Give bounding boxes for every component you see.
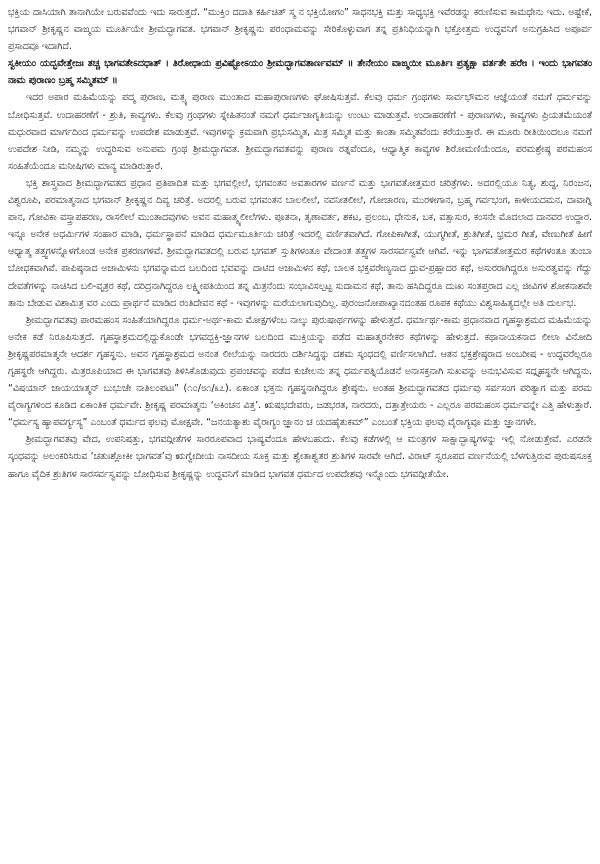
sanskrit-verse: ಸ್ವಕೀಯಂ ಯದ್ಭವೇತ್ತೇಜಃ ತಚ್ಚ ಭಾಗವತೇಽದಧಾತ್ । ತಿರೋಧಾಯ ಪ್ರವಿಷ್ಟೋಽಯಂ ಶ್ರೀಮದ್ಭಾಗವತಾರ್ಣವಮ್ ॥ ತೇನೇಯಂ ವಾಙ್ಮಯೀ ಮೂರ್ತಿಃ ಪ್ರತ್ಯಕ್ಷಾ ವರ್ತತೇ ಹರೇಃ । ಇಂದು ಭಾಗವತಂ ನಾಮ ಪುರಾಣಂ ಬ್ರಹ್ಮ ಸಮ್ಮಿತಮ್ ॥ [8, 58, 592, 87]
paragraph-glory: ಇದರ ಅಪಾರ ಮಹಿಮೆಯನ್ನು ಪದ್ಮ ಪುರಾಣ, ಮತ್ಸ್ಯ ಪುರಾಣ ಮುಂತಾದ ಮಹಾಪುರಾಣಗಳು ಘೋಷಿಸುತ್ತವೆ. ಕೆಲವು ಧರ್ಮ ಗ್ರಂಥಗಳು ಸಾರ್ವಭೌಮನ ಆಜ್ಞೆಯಂತೆ ನಮಗೆ ಧರ್ಮವನ್ನು ಬೋಧಿಸುತ್ತವೆ. ಉದಾಹರಣೆಗೆ - ಶ್ರುತಿ, ಕಾವ್ಯಗಳು. ಕೆಲವು ಗ್ರಂಥಗಳು ಸ್ನೇಹಿತನಂತೆ ನಮಗೆ ಧರ್ಮಜಾಗೃತಿಯನ್ನು ಉಂಟು ಮಾಡುತ್ತವೆ. ಉದಾಹರಣೆಗೆ - ಪುರಾಣಗಳು, ಕಾವ್ಯಗಳು ಪ್ರಿಯತಮೆಯಂತೆ ಮಧುರವಾದ ಮಾರ್ಗದಿಂದ ಧರ್ಮವನ್ನು ಉಪದೇಶ ಮಾಡುತ್ತವೆ. ಇವುಗಳನ್ನು ಕ್ರಮವಾಗಿ ಪ್ರಭುಸಮ್ಮಿತ, ಮಿತ್ರ ಸಮ್ಮಿತ ಮತ್ತು ಕಾಂತಾ ಸಮ್ಮಿತವೆಂದು ಕರೆಯುತ್ತಾರೆ. ಈ ಮೂರು ರೀತಿಯಿಂದಲೂ ನಮಗೆ ಉಪದೇಶ ನೀಡಿ, ನಮ್ಮನ್ನು ಉದ್ಧರಿಸುವ ಅನುಪಮ ಗ್ರಂಥ ಶ್ರೀಮದ್ಭಾಗವತ. ಶ್ರೀಮದ್ಭಾಗವತವನ್ನು ಪುರಾಣ ರತ್ನವೆಂದೂ, ಆಧ್ಯಾತ್ಮಿಕ ಕಾವ್ಯಗಳ ಶಿರೋಮಣಿಯೆಂದೂ, ಪರಮಶ್ರೇಷ್ಠ ಪರಮಹಂಸ ಸಂಹಿತೆಯೆಂದೂ ಮನೀಷಿಗಳು ಮಾನ್ಯ ಮಾಡಿರುತ್ತಾರೆ. [8, 92, 592, 172]
paragraph-devotion: ಭಕ್ತಿ ಶಾಸ್ತ್ರವಾದ ಶ್ರೀಮದ್ಭಾಗವತದ ಪ್ರಧಾನ ಪ್ರತಿಪಾದಿತ ಮತ್ತು ಭಗವಲ್ಲೀಲೆ, ಭಗವಂತನ ಅವತಾರಗಳ ವರ್ಣನೆ ಮತ್ತು ಭಾಗವತೋತ್ತಮರ ಚರಿತ್ರೆಗಳು. ಅದರಲ್ಲಿಯೂ ನಿತ್ಯ, ಶುದ್ಧ, ನಿರಂಜನ, ವಿಶ್ವರೂಪಿ, ಪರಮಾತ್ಮನಾದ ಭಗವಾನ್ ಶ್ರೀಕೃಷ್ಣನ ದಿವ್ಯ ಚರಿತ್ರೆ. ಅದರಲ್ಲಿ ಬರುವ ಭಗವಂತನ ಬಾಲಲೀಲೆ, ನವನೀತಲೀಲೆ, ಗೋಚಾರಣ, ಮುರಳೀಗಾನ, ಬ್ರಹ್ಮ ಗರ್ವಭಂಗ, ಕಾಳೀಯದಮನ, ದಾವಾಗ್ನಿ ಪಾನ, ಗೋವಿಕಾ ವಸ್ತ್ರಾಪಹರಣ, ರಾಸಲೀಲೆ ಮುಂತಾದವುಗಳು ಅವನ ಮಹಾತ್ಮ್ಯಲೀಲೆಗಳು. ಪೂತನಾ, ತೃಣಾವರ್ತ, ಶಕಟ, ಪ್ರಲಂಬ, ಧೇನುಕ, ಬಕ, ವತ್ಸಾಸುರ, ಕಂಸನೇ ಮೊದಲಾದ ದಾನವರ ಉದ್ಧಾರ. ಇನ್ನೂ ಅನೇಕ ಅಧರ್ಮಿಗಳ ಸಂಹಾರ ಮಾಡಿ, ಧರ್ಮಸ್ಥಾಪನೆ ಮಾಡಿದ ಧರ್ಮಮೂರ್ತಿಯ ಚರಿತ್ರೆ ಇದರಲ್ಲಿ ವರ್ಣಿತವಾಗಿದೆ. ಗೋಪಿಕಾಗೀತೆ, ಯುಗ್ಮಗೀತೆ, ಶ್ರುತಿಗೀತೆ, ಭ್ರಮರ ಗೀತೆ, ವೇಣುಗೀತೆ ಹೀಗೆ ಆಧ್ಯಾತ್ಮ ತತ್ತ್ವಗಳನ್ನೊಳಗೊಂಡ ಅನೇಕ ಪ್ರಕರಣಗಳಿವೆ. ಶ್ರೀಮದ್ಭಾಗವತದಲ್ಲಿ ಬರುವ ಭಗವತ್ ಸ್ತುತಿಗಳಂತೂ ವೇದಾಂತ ತತ್ತ್ವಗಳ ಸಾರಸರ್ವಸ್ವವೇ ಆಗಿವೆ. ಇನ್ನು ಭಾಗವತೋತ್ತಮರ ಕಥೆಗಳಂತೂ ತುಂಬಾ ಬೋಧಕವಾಗಿವೆ. ಪಾಪಿಷ್ಠನಾದ ಅಜಾಮಿಳನು ಭಗವನ್ನಾಮದ ಬಲದಿಂದ ಭವವನ್ನು ದಾಟಿದ ಅಜಾಮಿಳನ ಕಥೆ, ಬಾಲಕ ಭಕ್ತವರೇಣ್ಯನಾದ ಧ್ರುವ-ಪ್ರಹ್ಲಾದರ ಕಥೆ, ಅಸುರರಾಗಿದ್ದರೂ ಅಸುರತ್ವವನ್ನು ಗೆದ್ದು ದೇವತೆಗಳನ್ನು ನಾಚಿಸಿದ ಬಲಿ-ವೃತ್ರರ ಕಥೆ, ದರಿದ್ರನಾಗಿದ್ದರೂ ಲಕ್ಷ್ಮೀಪತಿಯಿಂದ ತನ್ನ ಮಿತ್ರನೆಂದು ಸಂಭಾವಿಸಲ್ಪಟ್ಟ ಸುದಾಮನ ಕಥೆ, ತಾನು ಹಸಿದಿದ್ದರೂ ದುಃಖ ಸಂತಪ್ತರಾದ ಎಲ್ಲ ಜೀವಿಗಳ ಶೋಕನಾಶವೇ ತಾನು ಬೇಡುವ ವಿಶಾಮಿತ್ರ ವರ ಎಂದು ಪ್ರಾರ್ಥನೆ ಮಾಡಿದ ರಂತಿದೇವನ ಕಥೆ - ಇವುಗಳನ್ನು ಮರೆಯಲಾಗುವುದಿಲ್ಲ. ಪುರಂಜನೋಪಾಖ್ಯಾನದಂತಹ ರೂಪಕ ಕಥೆಯು ವಿಶ್ವಸಾಹಿತ್ಯದಲ್ಲೇ ಅತಿ ದುರ್ಲಭ. [8, 177, 592, 309]
paragraph-vedas: ಶ್ರೀಮದ್ಭಾಗವತವು ವೇದ, ಉಪನಿಷತ್ತು, ಭಗವದ್ಗೀತೆಗಳ ಸಾರರೂಪವಾದ ಭಾಷ್ಯವೆಂದೂ ಹೇಳಬಹುದು. ಕೆಲವು ಕಡೆಗಳಲ್ಲಿ ಆ ಮಂತ್ರಗಳ ಸಾಕ್ಷಾದ್ಭಾಷ್ಯಗಳನ್ನು ಇಲ್ಲಿ ನೋಡುತ್ತೇವೆ. ಎರಡನೇ ಸ್ಕಂಧವನ್ನು ಅಲಂಕರಿಸಿರುವ ‘ಚತುಃಶ್ಲೋಕೀ ಭಾಗವತ’ವು ಋಗ್ವೇದೀಯ ನಾಸದೀಯ ಸೂಕ್ತ ಮತ್ತು ಶ್ವೇತಾಶ್ವತರ ಶ್ರುತಿಗಳ ಸಾರವೇ ಆಗಿದೆ. ವಿರಾಟ್ ಸ್ವರೂಪದ ವರ್ಣನೆಯಲ್ಲಿ ಬೆಳಗುತ್ತಿರುವ ಪುರುಷಸೂಕ್ತ ಹಾಗೂ ವೈದಿಕ ಶ್ರುತಿಗಳ ಸಾರಸರ್ವಸ್ವವನ್ನು ಬೋಧಿಸುವ ಶ್ರೀಕೃಷ್ಣನ್ನು ಉದ್ಧವನಿಗೆ ಮಾಡಿದ ಭಾಗವತ ಧರ್ಮದ ಉಪದೇಶವು ಇನ್ನೊಂದು ಭಗವದ್ಗೀತೆಯೇ. [8, 434, 592, 480]
paragraph-purusharthas: ಶ್ರೀಮದ್ಭಾಗವತವು ಪಾರಮಹಂಸ ಸಂಹಿತೆಯಾಗಿದ್ದರೂ ಧರ್ಮ-ಅರ್ಥ-ಕಾಮ ಮೋಕ್ಷಗಳೆಂಬ ನಾಲ್ಕು ಪುರುಷಾರ್ಥಗಳನ್ನು ಹೇಳುತ್ತದೆ. ಧರ್ಮಾರ್ಥ-ಕಾಮ ಪ್ರಧಾನವಾದ ಗೃಹಸ್ಥಾಶ್ರಮದ ಮಹಿಮೆಯನ್ನು ಅನೇಕ ಕಡೆ ನಿರೂಪಿಸುತ್ತದೆ. ಗೃಹಸ್ಥಾಶ್ರಮದಲ್ಲಿದ್ದುಕೊಂಡೇ ಭಗವದ್ಭಕ್ತಿ-ಜ್ಞಾನಗಳ ಬಲದಿಂದ ಮುಕ್ತಿಯನ್ನು ಪಡೆದ ಮಹಾತ್ಮರನೇಕರ ಕಥೆಗಳನ್ನು ಹೇಳುತ್ತದೆ. ಕಥಾನಾಯಕನಾದ ಲೀಲಾ ವಿನೋದಿ ಶ್ರೀಕೃಷ್ಣಪರಮಾತ್ಮನೇ ಆದರ್ಶ ಗೃಹಸ್ಥನು. ಅವನ ಗೃಹಸ್ಥಾಶ್ರಮದ ಅನಂತ ಲೀಲೆಯನ್ನು ನಾರದರು ದರ್ಶಿಸಿದ್ದನ್ನು ದಶಮ ಸ್ಕಂಧದಲ್ಲಿ ವರ್ಣಿಸಲಾಗಿದೆ. ಆತನ ಭಕ್ತಶ್ರೇಷ್ಠರಾದ ಅಂಬರೀಷ - ಉದ್ಧವರೆಲ್ಲರೂ ಗೃಹಸ್ಥರೇ ಆಗಿದ್ದರು. ಮಿತ್ರರೂಪಿಯಾದ ಈ ಭಾಗವತವು ತಿಳಿಸಿಕೊಡುವುದು ಪ್ರಪಂಚವನ್ನು ಪಡೆದ ಕುಚೇಲನು ತನ್ನ ಧರ್ಮಪತ್ನಿಯೊಡನೆ ಅನಾಸಕ್ತನಾಗಿ ಸುಖವನ್ನು ಅನುಭವಿಸುವ ಸದ್ಗೃಹಸ್ಥನೇ ಆಗಿದ್ದನು. “ವಿಷಯಾನ್ ಜಾಯಯಾತ್ಮನ್ ಬುಭುಜೇ ನಾತಿಲಂಪಟಃ” (೧೦/೮೧/೩೭). ಏಕಾಂತ ಭಕ್ತನು ಗೃಹಸ್ಥನಾಗಿದ್ದರೂ ಶ್ರೇಷ್ಠನು. ಅಂತಹ ಶ್ರೀಮದ್ಭಾಗವತದ ಧರ್ಮವು ಸರ್ವಸಂಗ ಪರಿತ್ಯಾಗ ಮತ್ತು ಪರಮ ವೈರಾಗ್ಯಗಳಿಂದ ಕೂಡಿದ ಏಕಾಂತಿಕ ಧರ್ಮವೇ. ಶ್ರೀಕೃಷ್ಣ ಪರಮಾತ್ಮನು ‘ಅಕಿಂಚನ ವಿತ್ತ’. ಋಷಭದೇವರು, ಜಡಭರತ, ನಾರದರು, ದತ್ತಾತ್ರೇಯರು - ಎಲ್ಲರೂ ಪರಮಹಂಸ ಧರ್ಮವನ್ನೇ ಎತ್ತಿ ಹೇಳುತ್ತಾರೆ. “ಧರ್ಮಸ್ಯ ಹ್ಯಾಪವರ್ಗ್ಯಸ್ಯ” ಎಂಬಂತೆ ಧರ್ಮದ ಫಲವು ಮೋಕ್ಷವೇ. “ಜನಯತ್ಯಾಶು ವೈರಾಗ್ಯಂ ಜ್ಞಾನಂ ಚ ಯದಹೈತುಕಮ್” ಎಂಬಂತೆ ಭಕ್ತಿಯ ಫಲವು ವೈರಾಗ್ಯವೂ ಮತ್ತು ಜ್ಞಾನಗಳೇ. [8, 314, 592, 429]
paragraph-intro: ಭಕ್ತಿಯ ದಾಸಿಯಾಗಿ ತಾನಾಗಿಯೇ ಬರುವವೆಂದು ಇದು ಸಾರುತ್ತದೆ. “ಮುಕ್ತಿಂ ದದಾತಿ ಕರ್ಹಿಚಿತ್ ಸ್ಮ ನ ಭಕ್ತಿಯೋಗಂ” ಸಾಧನಭಕ್ತಿ ಮತ್ತು ಸಾಧ್ಯಭಕ್ತಿ ಇವೆರಡನ್ನು ಕರುಣಿಸುವ ಕಾಮಧೇನು ಇದು. ಅಷ್ಟೇಕೆ, ಭಗವಾನ್ ಶ್ರೀಕೃಷ್ಣನ ವಾಙ್ಮಯ ಮೂರ್ತಿಯೇ ಶ್ರೀಮದ್ಭಾಗವತ. ಭಗವಾನ್ ಶ್ರೀಕೃಷ್ಣನು ಪರಂಧಾಮವನ್ನು ಸೇರಿಕೊಳ್ಳುವಾಗ ತನ್ನ ಪ್ರತಿನಿಧಿಯನ್ನಾಗಿ ಭಕ್ತೋತ್ತಮ ಉದ್ಧವನಿಗೆ ಅನುಗ್ರಹಿಸಿದ ಅಪೂರ್ವ ಪ್ರಸಾದವೂ ಇದಾಗಿದೆ. [8, 7, 592, 53]
